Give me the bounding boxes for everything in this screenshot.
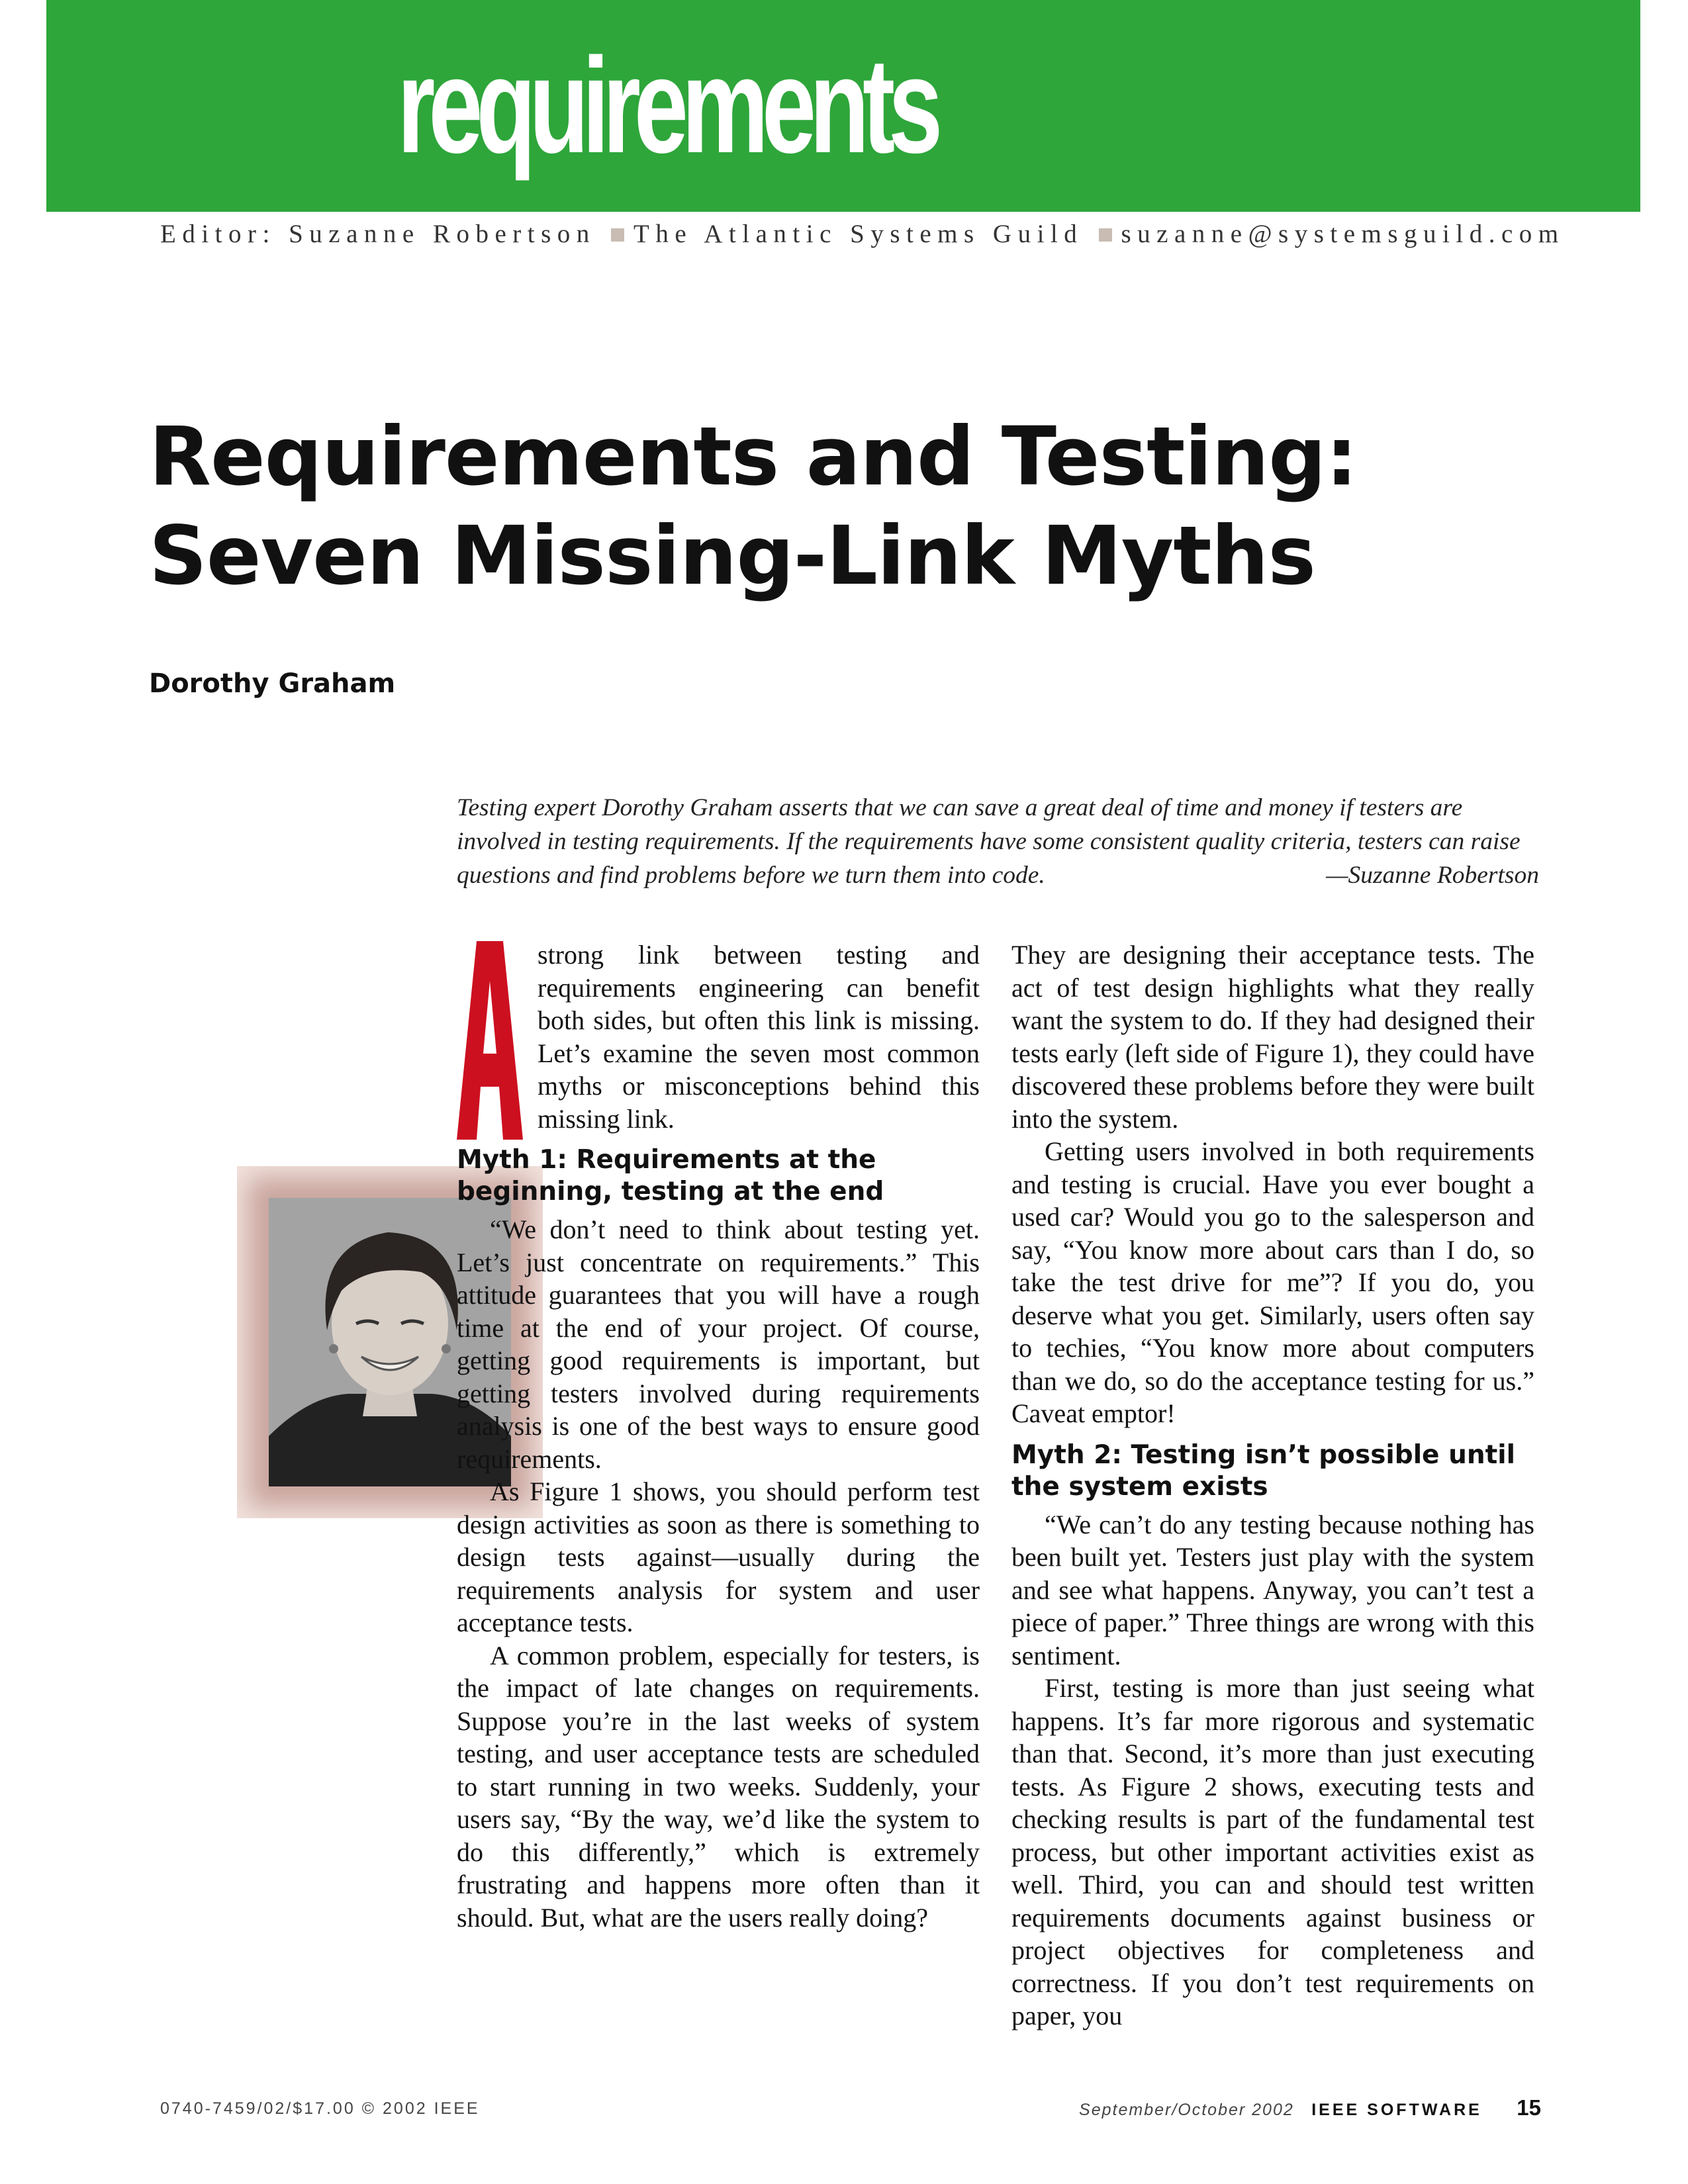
myth-1-paragraph-3: A common problem, especially for testers, is the impact of late changes on requirements. Suppose you’re in the last weeks of system testing, and user acceptance tests are scheduled to start running in two weeks. Suddenly, your users say, “By the way, we’d like the system to do this differently,” which is extremely frustrating and happens more often than it should. But, what are the users really doing? [457,1640,980,1933]
author-byline: Dorothy Graham [149,668,396,699]
separator-square-icon [1099,228,1112,242]
abstract-text: Testing expert Dorothy Graham asserts that we can save a great deal of time and money if testers are involved in testing requirements. If the requirements have some consistent quality criteria, testers can raise questions and find problems before we turn them into code. [457,794,1521,889]
article-title [149,407,1638,606]
col2-paragraph-2: Getting users involved in both requirements and testing is crucial. Have you ever bought a used car? Would you go to the salesperson and say, “You know more about cars than I do, so take the test drive for me”? If you do, you deserve what you get. Similarly, users often say to techies, “You know more about computers than we do, so do the acceptance testing for us.” Caveat emptor! [1011,1136,1534,1428]
footer-issue: September/October 2002 [1079,2101,1294,2119]
intro-paragraph: strong link between testing and requirements engineering can benefit both sides, but often this link is missing. Let’s examine the seven most common myths or misconceptions behind this missing link. [538,940,980,1134]
footer-magazine: IEEE SOFTWARE [1311,2101,1482,2119]
section-title: requirements [397,30,937,181]
myth-2-paragraph-2: First, testing is more than just seeing what happens. It’s far more rigorous and systematic than that. Second, it’s more than just executing tests. As Figure 2 shows, executing tests and checking results is part of the fundamental test process, but other important activities exist as well. Third, you can and should test written requirements documents against business or project objectives for completeness and correctness. If you don’t test requirements on paper, you [1011,1673,1534,2030]
myth-2-paragraph-1: “We can’t do any testing because nothing has been built yet. Testers just play with the system and see what happens. Anyway, you can’t test a piece of paper.” Three things are wrong with this sentiment. [1011,1509,1534,1670]
editor-line [160,219,1565,249]
editor-label: Editor: [160,220,276,248]
editor-name: Suzanne Robertson [289,220,596,248]
column-1 [457,938,980,1934]
myth-2-heading: Myth 2: Testing isn’t possible until the system exists [1011,1439,1515,1502]
abstract-signature: —Suzanne Robertson [1326,862,1539,889]
photo-wrap-spacer [312,1135,438,1486]
editor-email[interactable]: suzanne@systemsguild.com [1121,220,1565,248]
editor-abstract [457,791,1539,892]
myth-1-heading: Myth 1: Requirements at the beginning, testing at the end [457,1145,884,1206]
myth-1-paragraph-2: As Figure 1 shows, you should perform test design activities as soon as there is something to design tests against—usually during the requirements analysis for system and user acceptance tests. [457,1477,980,1637]
title-line-2: Seven Missing-Link Myths [149,509,1316,603]
separator-square-icon [611,228,624,242]
title-line-1: Requirements and Testing: [149,410,1358,504]
column-2 [1011,938,1534,2032]
drop-cap-letter-a-icon [457,941,523,1140]
editor-org: The Atlantic Systems Guild [633,220,1084,248]
myth-1-paragraph-1: “We don’t need to think about testing yet. Let’s just concentrate on requirements.” This attitude guarantees that you will have a rough time at the end of your project. Of course, getting good requirements is important, but getting testers involved during requirements analysis is one of the best ways to ensure good requirements. [457,1214,980,1474]
footer-copyright: 0740-7459/02/$17.00 © 2002 IEEE [160,2099,480,2118]
col2-paragraph-1: They are designing their acceptance tests. The act of test design highlights what they really want the system to do. If they had designed their tests early (left side of Figure 1), they could have discovered these problems before they were built into the system. [1011,940,1534,1134]
footer-issue-info [1079,2095,1541,2120]
drop-cap [457,941,523,1140]
page-number: 15 [1517,2095,1541,2120]
